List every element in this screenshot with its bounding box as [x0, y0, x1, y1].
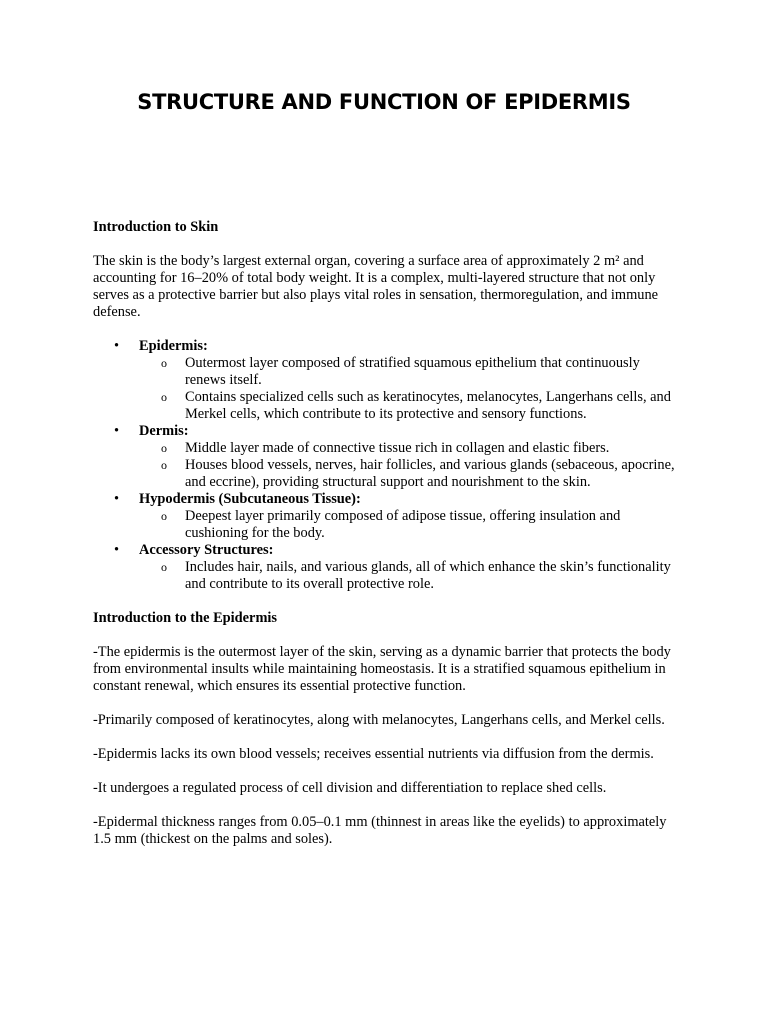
layer-label: Epidermis:: [139, 338, 208, 354]
layer-points-list: [139, 508, 683, 542]
sub-bullet-icon: o: [161, 509, 167, 523]
epidermis-section-heading: Introduction to the Epidermis: [93, 610, 278, 626]
layer-point-text: Outermost layer composed of stratified squamous epithelium that continuously renews itself.: [185, 355, 640, 388]
bullet-icon: •: [114, 423, 120, 439]
layer-point-text: Deepest layer primarily composed of adipose tissue, offering insulation and cushioning for the body.: [185, 508, 621, 541]
layer-point-text: Houses blood vessels, nerves, hair follicles, and various glands (sebaceous, apocrine, and eccrine), providing structural support and nourishment to the skin.: [185, 457, 675, 490]
layer-point: [139, 559, 683, 593]
layer-points-list: [139, 355, 683, 423]
bullet-icon: •: [114, 491, 120, 507]
document-body: [93, 219, 683, 865]
sub-bullet-icon: o: [161, 560, 167, 574]
sub-bullet-icon: o: [161, 458, 167, 472]
layer-item-hypodermis: [93, 491, 683, 542]
layer-point: [139, 389, 683, 423]
epidermis-paragraph: -The epidermis is the outermost layer of the skin, serving as a dynamic barrier that protects the body from environmental insults while maintaining homeostasis. It is a stratified squamous epithelium in constant renewal, which ensures its essential protective function.: [93, 644, 671, 694]
layer-point: [139, 355, 683, 389]
layer-point-text: Contains specialized cells such as keratinocytes, melanocytes, Langerhans cells, and Merkel cells, which contribute to its protective and sensory functions.: [185, 389, 671, 422]
layer-points-list: [139, 559, 683, 593]
bullet-icon: •: [114, 542, 120, 558]
epidermis-paragraph: -It undergoes a regulated process of cell division and differentiation to replace shed cells.: [93, 780, 607, 796]
bullet-icon: •: [114, 338, 120, 354]
layer-point-text: Middle layer made of connective tissue rich in collagen and elastic fibers.: [185, 440, 610, 456]
layer-points-list: [139, 440, 683, 491]
skin-section-heading: Introduction to Skin: [93, 219, 219, 235]
layer-label: Dermis:: [139, 423, 189, 439]
layer-label: Accessory Structures:: [139, 542, 274, 558]
layer-item-dermis: [93, 423, 683, 491]
layer-item-accessory-structures: [93, 542, 683, 593]
epidermis-paragraph: -Primarily composed of keratinocytes, along with melanocytes, Langerhans cells, and Merkel cells.: [93, 712, 665, 728]
layer-point: [139, 457, 683, 491]
sub-bullet-icon: o: [161, 441, 167, 455]
epidermis-paragraph: -Epidermis lacks its own blood vessels; receives essential nutrients via diffusion from the dermis.: [93, 746, 654, 762]
skin-layers-list: [93, 338, 683, 593]
layer-point-text: Includes hair, nails, and various glands, all of which enhance the skin’s functionality and contribute to its overall protective role.: [185, 559, 671, 592]
layer-item-epidermis: [93, 338, 683, 423]
layer-point: [139, 508, 683, 542]
document-title: STRUCTURE AND FUNCTION OF EPIDERMIS: [137, 90, 631, 114]
epidermis-paragraph: -Epidermal thickness ranges from 0.05–0.1 mm (thinnest in areas like the eyelids) to approximately 1.5 mm (thickest on the palms and soles).: [93, 814, 667, 847]
sub-bullet-icon: o: [161, 356, 167, 370]
sub-bullet-icon: o: [161, 390, 167, 404]
layer-label: Hypodermis (Subcutaneous Tissue):: [139, 491, 361, 507]
skin-intro-paragraph: The skin is the body’s largest external organ, covering a surface area of approximately 2 m² and accounting for 16–20% of total body weight. It is a complex, multi-layered structure that not only serves as a protective barrier but also plays vital roles in sensation, thermoregulation, and immune defense.: [93, 253, 659, 320]
layer-point: [139, 440, 683, 457]
